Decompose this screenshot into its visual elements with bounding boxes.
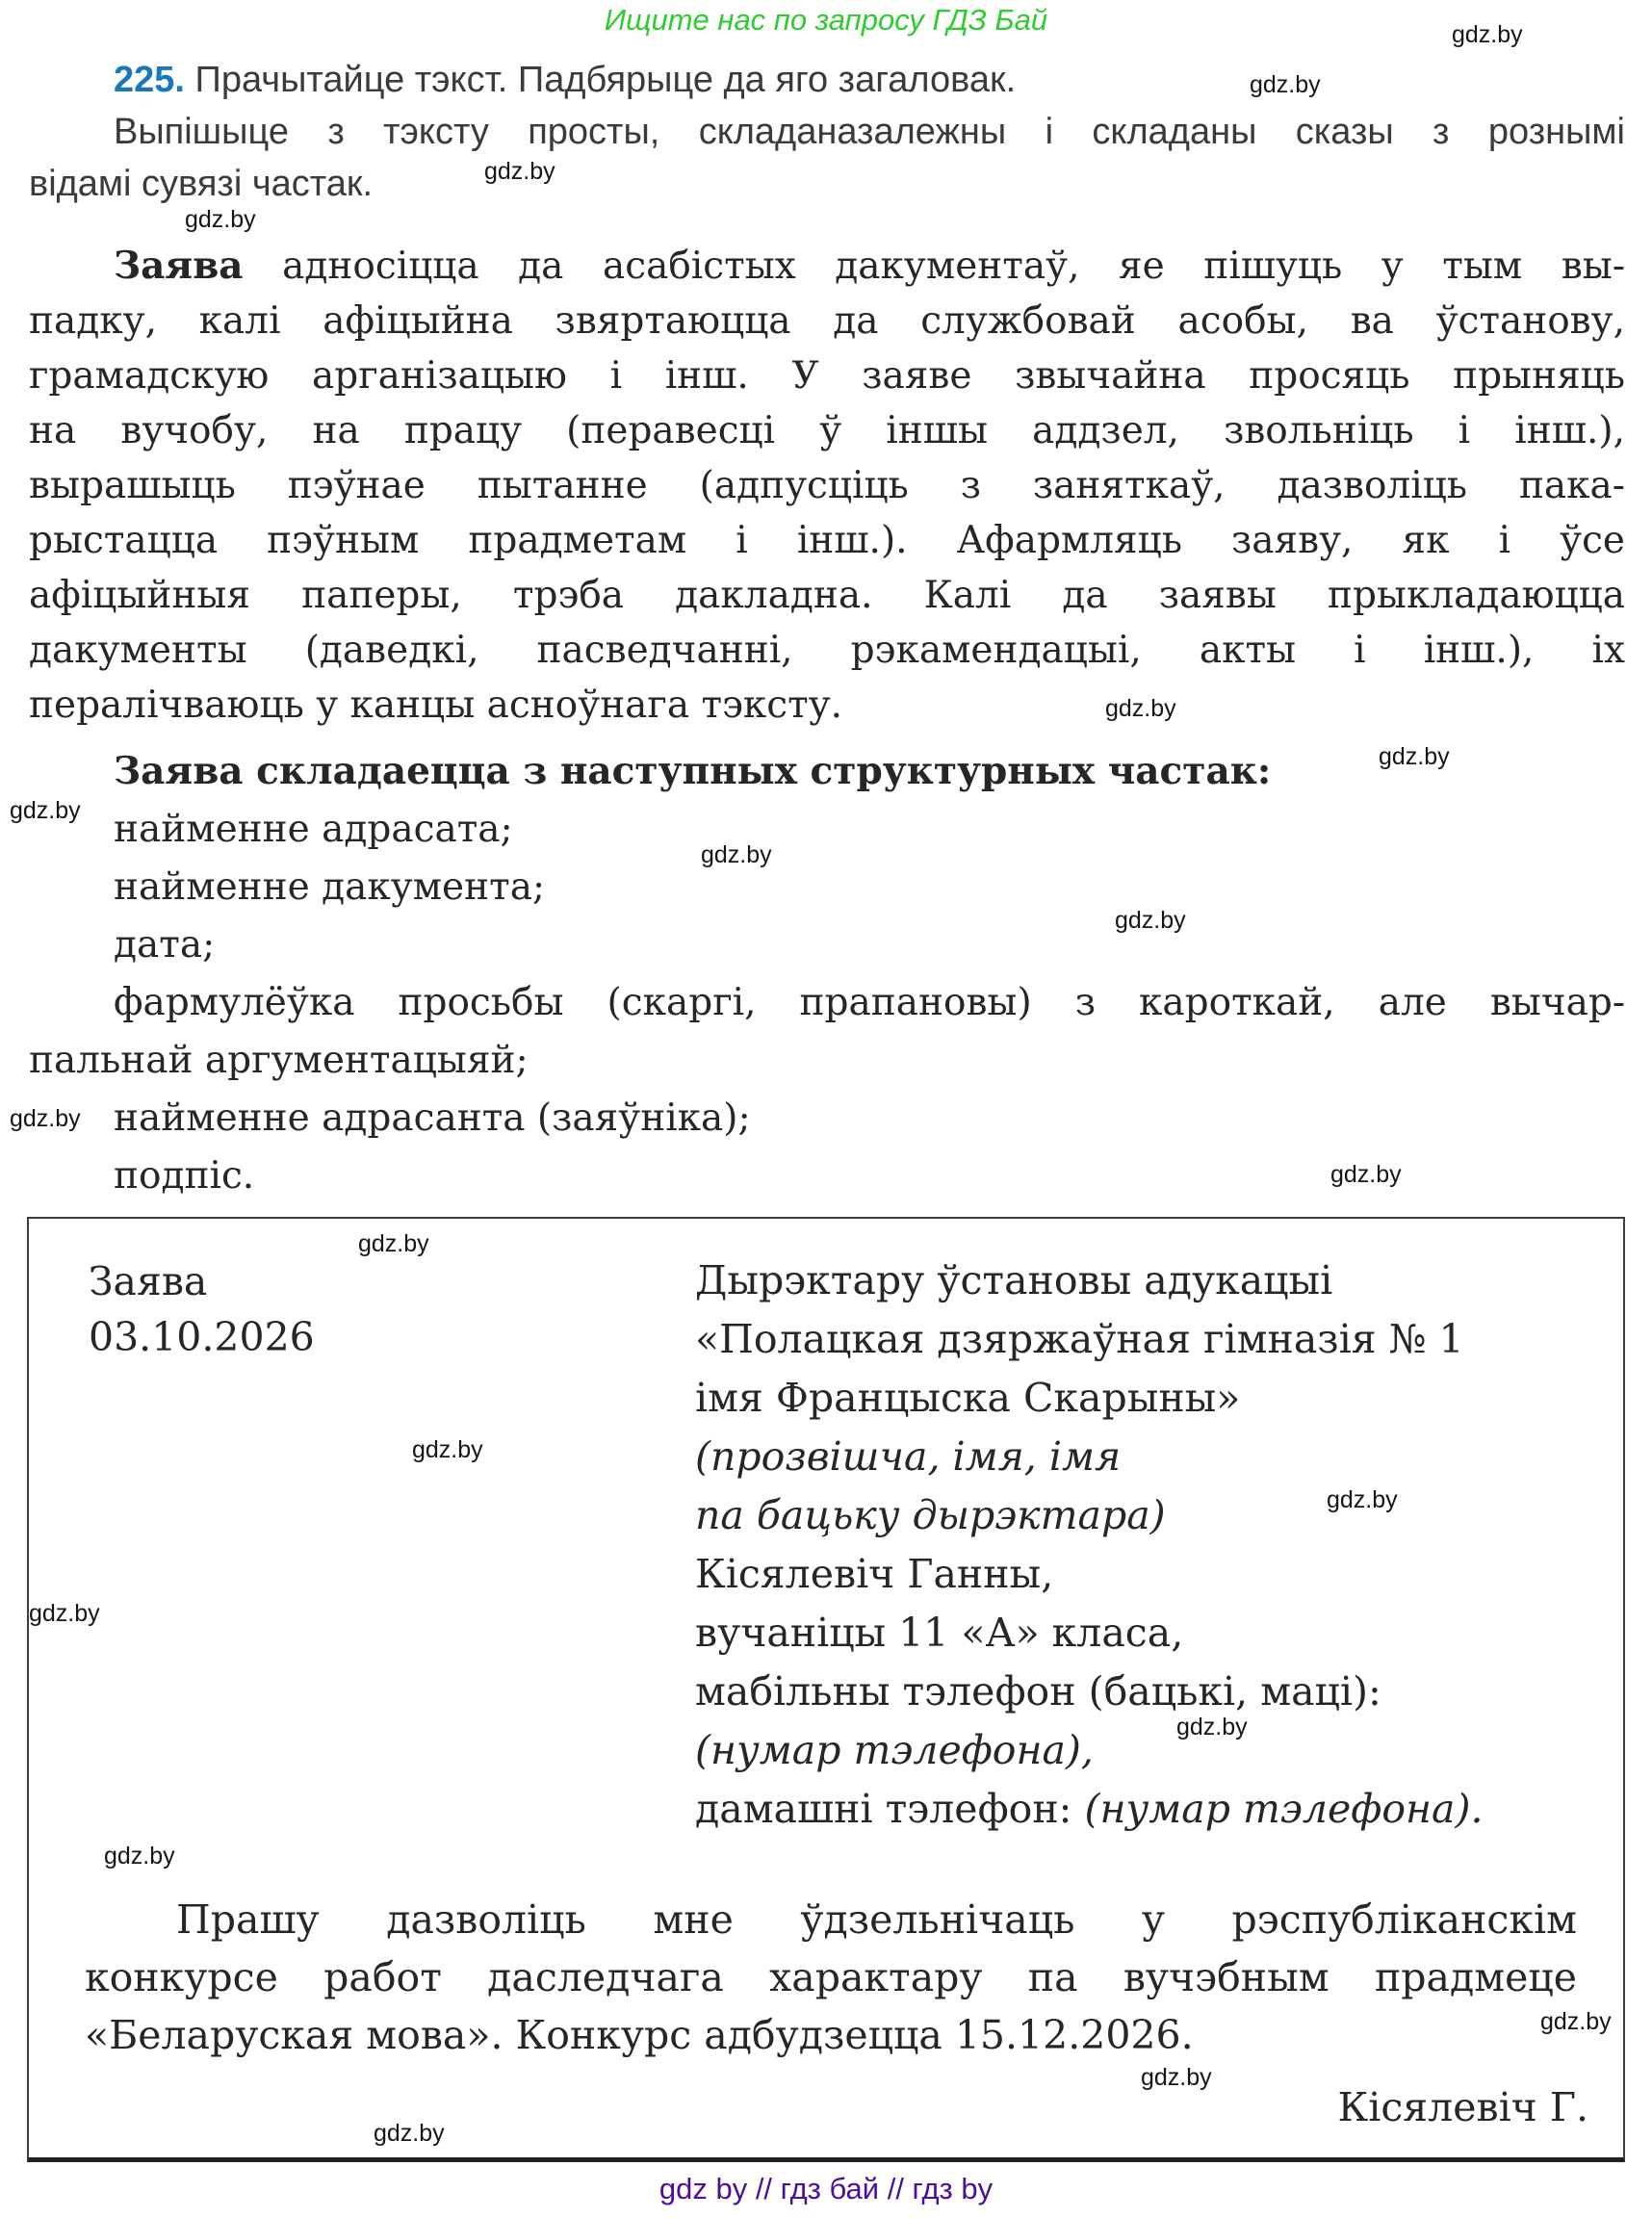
theory-line: пералічваюць у канцы асноўнага тэксту. [29, 683, 843, 727]
gdz-watermark: gdz.by [374, 2120, 445, 2147]
addressee-line: дамашні тэлефон: (нумар тэлефона). [695, 1786, 1484, 1832]
application-body-line: Прашу дазволіць мне ўдзельнічаць у рэспубліканскім [176, 1896, 1577, 1943]
application-addressee-block [695, 1251, 1483, 1839]
gdz-watermark: gdz.by [29, 1600, 100, 1627]
exercise-task-2-line-1: Выпішыце з тэксту просты, складаназалежны і складаны сказы з рознымі [114, 112, 1625, 152]
gdz-watermark: gdz.by [484, 158, 555, 185]
addressee-line: мабільны тэлефон (бацькі, маці): [695, 1668, 1381, 1715]
exercise-number: 225. [114, 60, 185, 100]
list-item: фармулёўка просьбы (скаргі, прапановы) з кароткай, але вычар- [114, 981, 1625, 1024]
gdz-watermark: gdz.by [1176, 1714, 1248, 1741]
gdz-watermark: gdz.by [1250, 71, 1321, 98]
list-item: дата; [114, 923, 216, 967]
theory-line: на вучобу, на працу (перавесці ў іншы аддзел, звольніць і інш.), [29, 409, 1625, 452]
list-item-continuation: пальнай аргументацыяй; [29, 1039, 529, 1082]
theory-line: дакументы (даведкі, пасведчанні, рэкамендацыі, акты і інш.), іх [29, 629, 1625, 672]
gdz-watermark: gdz.by [1540, 2008, 1612, 2035]
addressee-placeholder-line: (прозвішча, імя, імя [695, 1433, 1122, 1480]
list-item: найменне адрасанта (заяўніка); [114, 1096, 751, 1140]
gdz-watermark: gdz.by [1327, 1486, 1398, 1513]
structure-list [29, 801, 1625, 1205]
gdz-watermark: gdz.by [104, 1843, 175, 1870]
theory-line: Заява адносіцца да асабістых дакументаў, яе пішуць у тым вы- [114, 244, 1625, 288]
theory-keyword: Заява [114, 244, 244, 288]
gdz-watermark: gdz.by [1115, 907, 1186, 934]
exercise-task-1-text: Прачытайце тэкст. Падбярыце да яго загаловак. [194, 60, 1017, 100]
document-title: Заява [89, 1258, 208, 1304]
gdz-watermark: gdz.by [1452, 21, 1523, 48]
addressee-line: Дырэктару ўстановы адукацыі [695, 1257, 1333, 1303]
theory-line: рыстацца пэўным прадметам і інш.). Афармляць заяву, як і ўсе [29, 519, 1625, 562]
application-body-line: «Беларуская мова». Конкурс адбудзецца 15.12.2026. [85, 2012, 1194, 2058]
theory-line: грамадскую арганізацыю і інш. У заяве звычайна просяць прыняць [29, 354, 1625, 398]
gdz-watermark: gdz.by [1330, 1161, 1402, 1188]
addressee-placeholder-line: па бацьку дырэктара) [695, 1492, 1166, 1538]
gdz-watermark: gdz.by [1141, 2064, 1212, 2091]
list-item: найменне дакумента; [114, 865, 546, 909]
gdz-watermark: gdz.by [1105, 695, 1176, 722]
list-item: найменне адрасата; [114, 808, 513, 851]
gdz-watermark: gdz.by [185, 206, 256, 233]
structure-heading: Заява складаецца з наступных структурных частак: [114, 749, 1272, 793]
document-date: 03.10.2026 [89, 1314, 315, 1360]
addressee-line: імя Францыска Скарыны» [695, 1375, 1241, 1421]
addressee-line: Кісялевіч Ганны, [695, 1551, 1054, 1597]
phone-placeholder: (нумар тэлефона). [1084, 1786, 1484, 1832]
list-item: подпіс. [114, 1154, 255, 1198]
addressee-line: «Полацкая дзяржаўная гімназія № 1 [695, 1316, 1464, 1362]
application-left-column [89, 1253, 315, 1365]
application-example-box [27, 1217, 1625, 2162]
gdz-watermark: gdz.by [701, 841, 772, 868]
exercise-task-2 [29, 106, 1625, 210]
theory-line: вырашыць пэўнае пытанне (адпусціць з заняткаў, дазволіць пака- [29, 464, 1625, 507]
footer-search-hints: gdz by // гдз бай // гдз by [658, 2172, 994, 2205]
addressee-placeholder-line: (нумар тэлефона), [695, 1727, 1094, 1773]
gdz-watermark: gdz.by [10, 797, 81, 824]
theory-paragraph [29, 239, 1625, 733]
gdz-watermark: gdz.by [358, 1230, 429, 1257]
gdz-watermark: gdz.by [412, 1436, 483, 1463]
theory-line: падку, калі афіцыйна звяртаюцца да службовай асобы, ва ўстанову, [29, 299, 1625, 343]
promo-banner: Ищите нас по запросу ГДЗ Бай [604, 3, 1048, 37]
addressee-line: вучаніцы 11 «А» класа, [695, 1610, 1184, 1656]
application-body [85, 1891, 1577, 2064]
application-signature: Кісялевіч Г. [1337, 2084, 1588, 2130]
theory-line: афіцыйныя паперы, трэба дакладна. Калі да заявы прыкладаюцца [29, 574, 1625, 617]
exercise-task-1 [29, 54, 1625, 106]
exercise-task-2-line-2: відамі сувязі частак. [29, 164, 374, 204]
gdz-watermark: gdz.by [10, 1105, 81, 1132]
application-body-line: конкурсе работ даследчага характару па вучэбным прадмеце [85, 1954, 1577, 2000]
gdz-watermark: gdz.by [1379, 743, 1450, 770]
